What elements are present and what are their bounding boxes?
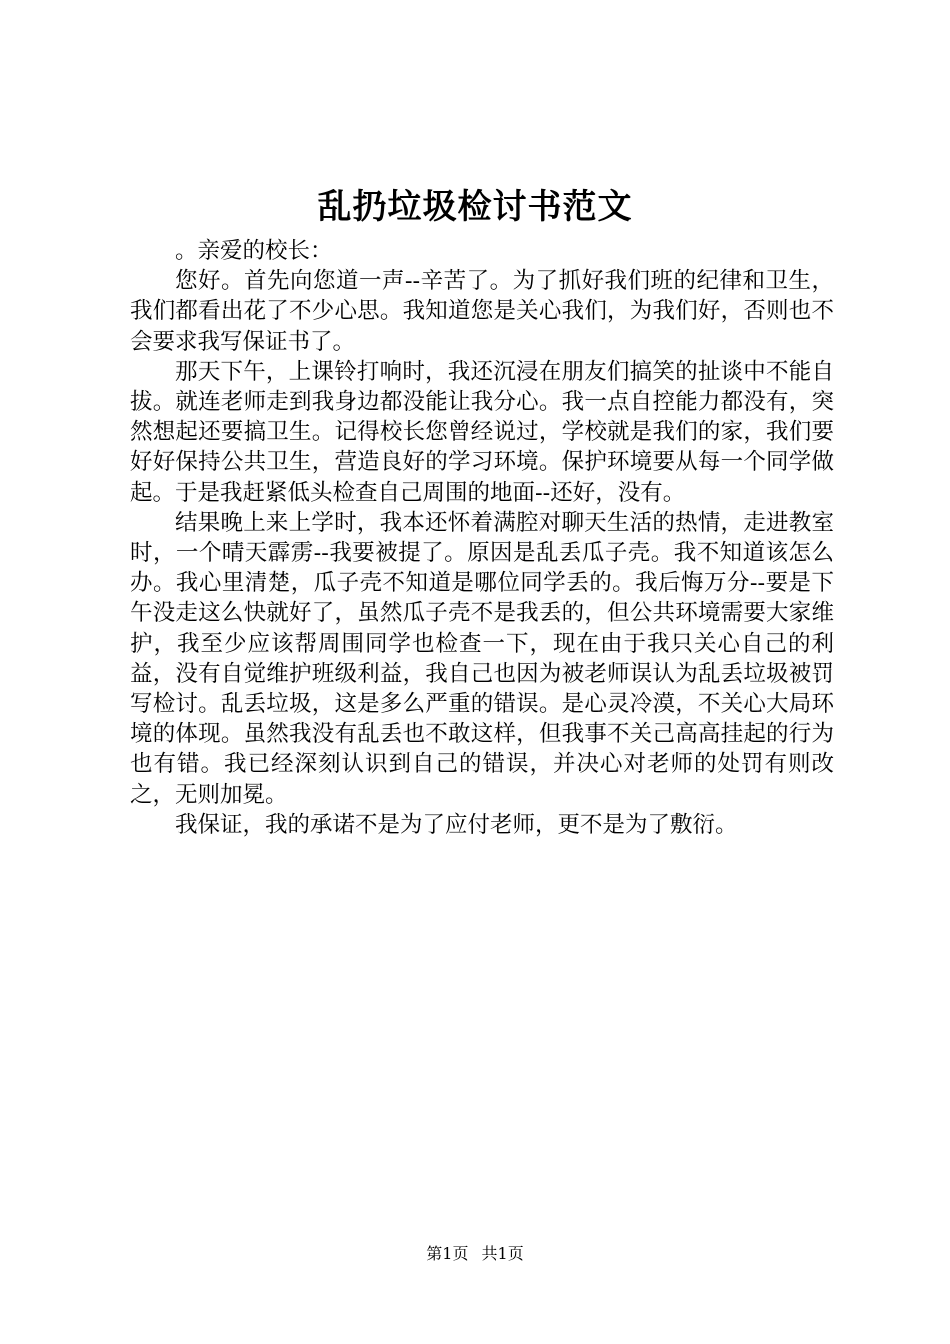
paragraph-1: 您好。首先向您道一声--辛苦了。为了抓好我们班的纪律和卫生，我们都看出花了不少心思。我知道您是关心我们，为我们好，否则也不会要求我写保证书了。 [130,268,834,355]
document-title: 乱扔垃圾检讨书范文 [317,187,633,227]
page-number-current: 第1页 [426,1244,469,1263]
paragraph-4: 我保证，我的承诺不是为了应付老师，更不是为了敷衍。 [175,811,738,838]
document-body [130,236,834,840]
salutation: 。亲爱的校长： [175,238,333,264]
page-footer [0,1242,950,1266]
page-number-total: 共1页 [481,1244,524,1263]
paragraph-2: 那天下午，上课铃打响时，我还沉浸在朋友们搞笑的扯谈中不能自拔。就连老师走到我身边都没能让我分心。我一点自控能力都没有，突然想起还要搞卫生。记得校长您曾经说过，学校就是我们的家，我们要好好保持公共卫生，营造良好的学习环境。保护环境要从每一个同学做起。于是我赶紧低头检查自己周围的地面--还好，没有。 [130,358,834,506]
paragraph-3: 结果晚上来上学时，我本还怀着满腔对聊天生活的热情，走进教室时，一个晴天霹雳--我要被提了。原因是乱丢瓜子壳。我不知道该怎么办。我心里清楚，瓜子壳不知道是哪位同学丢的。我后悔万分--要是下午没走这么快就好了，虽然瓜子壳不是我丢的，但公共环境需要大家维护，我至少应该帮周围同学也检查一下，现在由于我只关心自己的利益，没有自觉维护班级利益，我自己也因为被老师误认为乱丢垃圾被罚写检讨。乱丢垃圾，这是多么严重的错误。是心灵冷漠，不关心大局环境的体现。虽然我没有乱丢也不敢这样，但我事不关己高高挂起的行为也有错。我已经深刻认识到自己的错误，并决心对老师的处罚有则改之，无则加冕。 [130,509,834,808]
